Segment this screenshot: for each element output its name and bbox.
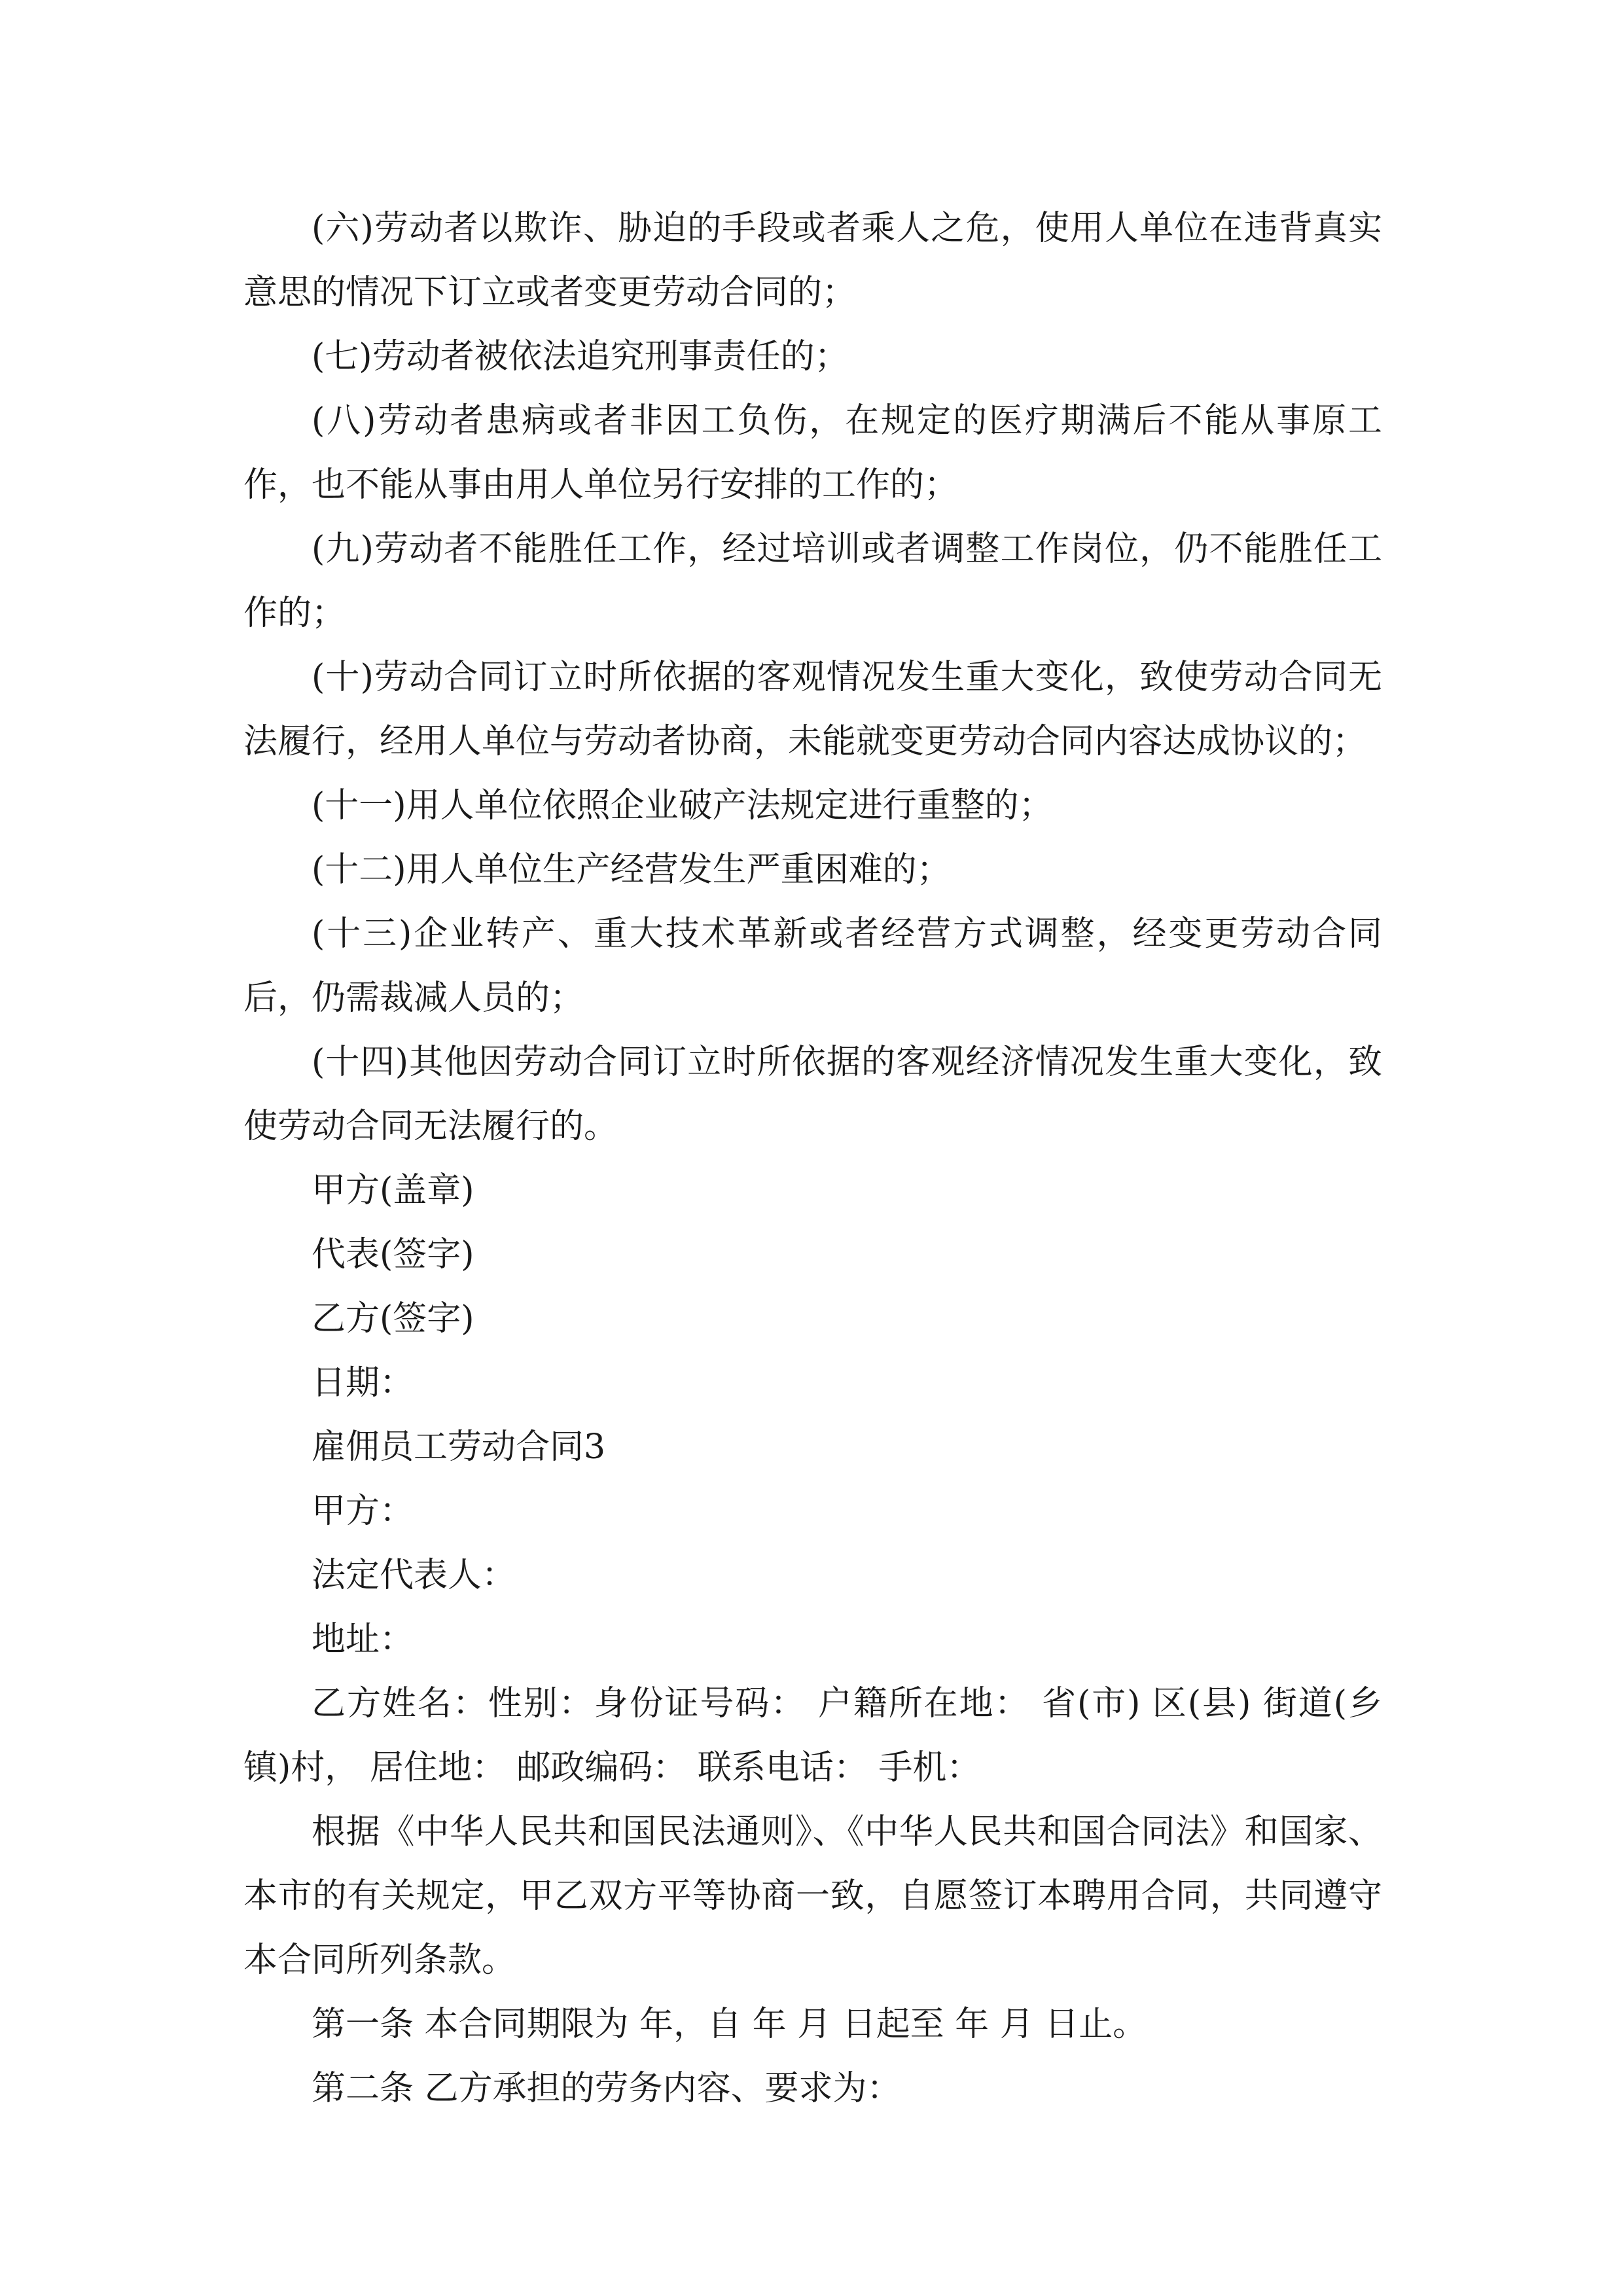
date-line: 日期： <box>312 1363 414 1403</box>
paragraph-clause-13: (十三)企业转产、重大技术革新或者经营方式调整，经变更劳动合同后，仍需裁减人员的； <box>243 914 1382 1018</box>
paragraph-clause-9: (九)劳动者不能胜任工作，经过培训或者调整工作岗位，仍不能胜任工作的； <box>243 529 1382 633</box>
paragraph-clause-10: (十)劳动合同订立时所依据的客观情况发生重大变化，致使劳动合同无法履行，经用人单位与劳动者协商，未能就变更劳动合同内容达成协议的； <box>243 658 1382 761</box>
party-b-info-paragraph: 乙方姓名：性别：身份证号码： 户籍所在地： 省(市) 区(县) 街道(乡镇)村， 居住地： 邮政编码： 联系电话： 手机： <box>243 1684 1382 1787</box>
contract-title: 雇佣员工劳动合同3 <box>312 1427 606 1467</box>
basis-paragraph: 根据《中华人民共和国民法通则》、《中华人民共和国合同法》和国家、本市的有关规定，甲乙双方平等协商一致，自愿签订本聘用合同，共同遵守本合同所列条款。 <box>243 1812 1382 1980</box>
paragraph-clause-14: (十四)其他因劳动合同订立时所依据的客观经济情况发生重大变化，致使劳动合同无法履行的。 <box>243 1043 1382 1146</box>
address-line: 地址： <box>312 1620 414 1659</box>
party-b-signature-line: 乙方(签字) <box>312 1299 474 1338</box>
legal-representative-line: 法定代表人： <box>312 1556 516 1595</box>
party-a-line: 甲方： <box>312 1492 414 1531</box>
party-a-seal-line: 甲方(盖章) <box>312 1171 474 1210</box>
document-body <box>243 196 1382 2121</box>
paragraph-clause-6: (六)劳动者以欺诈、胁迫的手段或者乘人之危，使用人单位在违背真实意思的情况下订立或者变更劳动合同的； <box>243 209 1382 312</box>
paragraph-clause-7: (七)劳动者被依法追究刑事责任的； <box>312 337 849 376</box>
paragraph-clause-11: (十一)用人单位依照企业破产法规定进行重整的； <box>312 786 1053 825</box>
article-2-paragraph: 第二条 乙方承担的劳务内容、要求为： <box>312 2069 901 2108</box>
paragraph-clause-8: (八)劳动者患病或者非因工负伤，在规定的医疗期满后不能从事原工作，也不能从事由用人单位另行安排的工作的； <box>243 401 1382 505</box>
representative-signature-line: 代表(签字) <box>312 1235 474 1274</box>
article-1-paragraph: 第一条 本合同期限为 年，自 年 月 日起至 年 月 日止。 <box>312 2005 1147 2044</box>
paragraph-clause-12: (十二)用人单位生产经营发生严重困难的； <box>312 850 951 889</box>
